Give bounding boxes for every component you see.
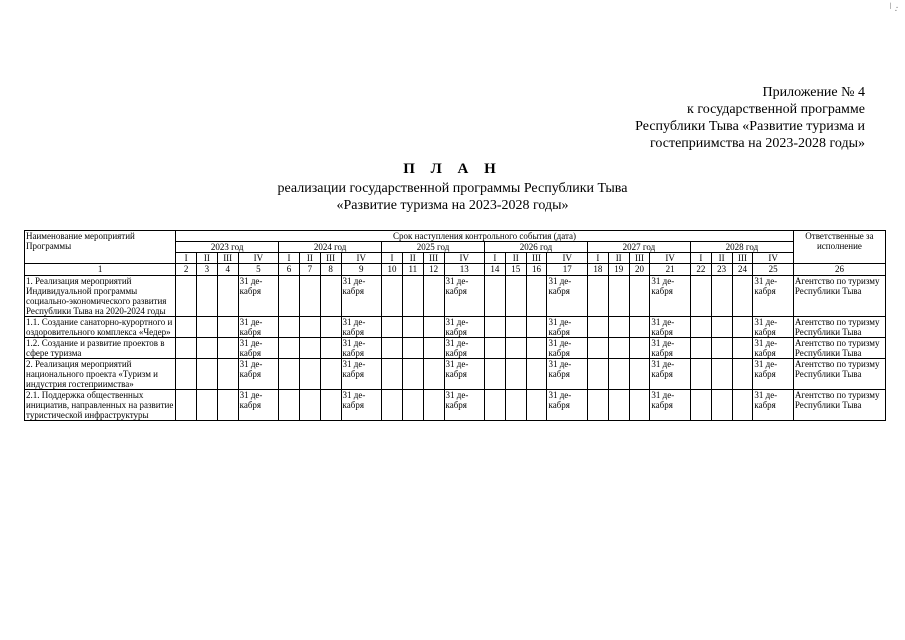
quarter-header: II xyxy=(402,253,423,264)
empty-cell xyxy=(629,338,650,359)
column-number: 26 xyxy=(793,264,885,276)
empty-cell xyxy=(423,359,444,390)
year-header: 2026 год xyxy=(485,242,588,253)
deadline-cell: 31 де-кабря xyxy=(444,359,485,390)
empty-cell xyxy=(279,317,300,338)
empty-cell xyxy=(629,390,650,421)
deadline-cell: 31 де-кабря xyxy=(238,359,279,390)
empty-cell xyxy=(690,317,711,338)
column-number: 4 xyxy=(217,264,238,276)
table-row xyxy=(25,276,886,317)
empty-cell xyxy=(299,276,320,317)
quarter-header: I xyxy=(690,253,711,264)
empty-cell xyxy=(320,390,341,421)
quarter-header: III xyxy=(629,253,650,264)
plan-subtitle-line-1: реализации государственной программы Республики Тыва xyxy=(277,181,628,196)
empty-cell xyxy=(196,317,217,338)
column-number: 25 xyxy=(753,264,794,276)
deadline-cell: 31 де-кабря xyxy=(341,359,382,390)
empty-cell xyxy=(382,338,403,359)
empty-cell xyxy=(176,338,197,359)
empty-cell xyxy=(526,317,547,338)
empty-cell xyxy=(485,359,506,390)
empty-cell xyxy=(196,359,217,390)
empty-cell xyxy=(629,276,650,317)
empty-cell xyxy=(505,276,526,317)
quarter-header: II xyxy=(711,253,732,264)
empty-cell xyxy=(402,359,423,390)
empty-cell xyxy=(279,390,300,421)
empty-cell xyxy=(402,276,423,317)
year-header: 2024 год xyxy=(279,242,382,253)
table-row xyxy=(25,338,886,359)
deadline-cell: 31 де-кабря xyxy=(444,338,485,359)
empty-cell xyxy=(176,390,197,421)
deadline-cell: 31 де-кабря xyxy=(753,359,794,390)
deadline-cell: 31 де-кабря xyxy=(444,390,485,421)
plan-subtitle xyxy=(0,180,905,214)
deadline-cell: 31 де-кабря xyxy=(650,390,691,421)
empty-cell xyxy=(711,317,732,338)
deadline-cell: 31 де-кабря xyxy=(341,390,382,421)
column-number: 7 xyxy=(299,264,320,276)
quarter-header: III xyxy=(320,253,341,264)
empty-cell xyxy=(320,338,341,359)
table-row xyxy=(25,390,886,421)
column-number: 21 xyxy=(650,264,691,276)
empty-cell xyxy=(196,276,217,317)
deadline-cell: 31 де-кабря xyxy=(547,317,588,338)
deadline-cell: 31 де-кабря xyxy=(238,390,279,421)
responsible-cell: Агентство по туризму Республики Тыва xyxy=(793,359,885,390)
col-header-name: Наименование мероприятий Программы xyxy=(25,231,176,264)
empty-cell xyxy=(402,390,423,421)
column-number: 1 xyxy=(25,264,176,276)
year-header: 2027 год xyxy=(587,242,690,253)
empty-cell xyxy=(176,317,197,338)
deadline-cell: 31 де-кабря xyxy=(341,317,382,338)
quarter-header: IV xyxy=(547,253,588,264)
empty-cell xyxy=(732,317,753,338)
empty-cell xyxy=(690,359,711,390)
empty-cell xyxy=(732,390,753,421)
column-number: 8 xyxy=(320,264,341,276)
empty-cell xyxy=(526,276,547,317)
deadline-cell: 31 де-кабря xyxy=(650,338,691,359)
deadline-cell: 31 де-кабря xyxy=(753,276,794,317)
column-number: 5 xyxy=(238,264,279,276)
deadline-cell: 31 де-кабря xyxy=(547,338,588,359)
empty-cell xyxy=(690,390,711,421)
activity-name: 1.2. Создание и развитие проектов в сфере туризма xyxy=(25,338,176,359)
empty-cell xyxy=(711,359,732,390)
deadline-cell: 31 де-кабря xyxy=(238,317,279,338)
corner-mark: \ : xyxy=(887,0,901,14)
annex-line-4: гостеприимства на 2023-2028 годы» xyxy=(650,136,865,151)
empty-cell xyxy=(382,317,403,338)
quarter-header: II xyxy=(608,253,629,264)
plan-title: П Л А Н xyxy=(403,161,502,177)
activity-name: 2. Реализация мероприятий национального проекта «Туризм и индустрия гостеприимства» xyxy=(25,359,176,390)
column-number: 2 xyxy=(176,264,197,276)
deadline-cell: 31 де-кабря xyxy=(341,276,382,317)
empty-cell xyxy=(299,359,320,390)
empty-cell xyxy=(217,338,238,359)
empty-cell xyxy=(505,317,526,338)
quarter-header: IV xyxy=(238,253,279,264)
responsible-cell: Агентство по туризму Республики Тыва xyxy=(793,338,885,359)
empty-cell xyxy=(505,359,526,390)
deadline-cell: 31 де-кабря xyxy=(444,317,485,338)
empty-cell xyxy=(176,276,197,317)
empty-cell xyxy=(423,317,444,338)
empty-cell xyxy=(629,359,650,390)
empty-cell xyxy=(608,390,629,421)
quarter-header: III xyxy=(423,253,444,264)
empty-cell xyxy=(732,338,753,359)
empty-cell xyxy=(217,359,238,390)
deadline-cell: 31 де-кабря xyxy=(650,276,691,317)
empty-cell xyxy=(382,276,403,317)
deadline-cell: 31 де-кабря xyxy=(444,276,485,317)
quarter-header: IV xyxy=(753,253,794,264)
quarter-header: III xyxy=(526,253,547,264)
empty-cell xyxy=(526,390,547,421)
empty-cell xyxy=(320,317,341,338)
empty-cell xyxy=(402,317,423,338)
empty-cell xyxy=(690,276,711,317)
activity-name: 1.1. Создание санаторно-курортного и оздоровительного комплекса «Чедер» xyxy=(25,317,176,338)
empty-cell xyxy=(299,338,320,359)
plan-subtitle-line-2: «Развитие туризма на 2023-2028 годы» xyxy=(336,198,569,213)
annex-line-2: к государственной программе xyxy=(687,102,865,117)
column-number: 12 xyxy=(423,264,444,276)
responsible-cell: Агентство по туризму Республики Тыва xyxy=(793,390,885,421)
empty-cell xyxy=(629,317,650,338)
deadline-cell: 31 де-кабря xyxy=(341,338,382,359)
empty-cell xyxy=(196,390,217,421)
quarter-header: I xyxy=(176,253,197,264)
empty-cell xyxy=(320,359,341,390)
column-number: 10 xyxy=(382,264,403,276)
empty-cell xyxy=(196,338,217,359)
empty-cell xyxy=(608,276,629,317)
quarter-header: I xyxy=(279,253,300,264)
empty-cell xyxy=(505,390,526,421)
column-number: 3 xyxy=(196,264,217,276)
year-header: 2025 год xyxy=(382,242,485,253)
column-number: 16 xyxy=(526,264,547,276)
empty-cell xyxy=(217,390,238,421)
responsible-cell: Агентство по туризму Республики Тыва xyxy=(793,276,885,317)
empty-cell xyxy=(299,317,320,338)
year-header: 2028 год xyxy=(690,242,793,253)
column-number: 24 xyxy=(732,264,753,276)
empty-cell xyxy=(402,338,423,359)
col-header-responsible: Ответственные за исполнение xyxy=(793,231,885,264)
empty-cell xyxy=(526,338,547,359)
empty-cell xyxy=(505,338,526,359)
empty-cell xyxy=(423,338,444,359)
deadline-cell: 31 де-кабря xyxy=(753,338,794,359)
empty-cell xyxy=(690,338,711,359)
empty-cell xyxy=(711,338,732,359)
empty-cell xyxy=(608,359,629,390)
empty-cell xyxy=(587,359,608,390)
empty-cell xyxy=(299,390,320,421)
year-header: 2023 год xyxy=(176,242,279,253)
column-number: 17 xyxy=(547,264,588,276)
column-number: 13 xyxy=(444,264,485,276)
empty-cell xyxy=(587,390,608,421)
activity-name: 1. Реализация мероприятий Индивидуальной программы социально-экономического развития Республики Тыва на 2020-2024 годы xyxy=(25,276,176,317)
activity-name: 2.1. Поддержка общественных инициатив, направленных на развитие туристической инфраструктуры xyxy=(25,390,176,421)
empty-cell xyxy=(217,317,238,338)
quarter-header: II xyxy=(299,253,320,264)
deadline-cell: 31 де-кабря xyxy=(238,276,279,317)
column-number: 15 xyxy=(505,264,526,276)
deadline-cell: 31 де-кабря xyxy=(650,359,691,390)
deadline-cell: 31 де-кабря xyxy=(547,359,588,390)
deadline-cell: 31 де-кабря xyxy=(547,276,588,317)
empty-cell xyxy=(320,276,341,317)
empty-cell xyxy=(279,276,300,317)
quarter-header: III xyxy=(217,253,238,264)
empty-cell xyxy=(279,359,300,390)
column-number: 23 xyxy=(711,264,732,276)
empty-cell xyxy=(485,390,506,421)
quarter-header: I xyxy=(382,253,403,264)
quarter-header: I xyxy=(587,253,608,264)
quarter-header: II xyxy=(505,253,526,264)
empty-cell xyxy=(608,317,629,338)
empty-cell xyxy=(587,276,608,317)
annex-line-3: Республики Тыва «Развитие туризма и xyxy=(635,119,865,134)
empty-cell xyxy=(587,317,608,338)
column-number: 18 xyxy=(587,264,608,276)
quarter-header: IV xyxy=(650,253,691,264)
col-header-deadline: Срок наступления контрольного события (дата) xyxy=(176,231,794,242)
plan-table xyxy=(24,230,886,421)
deadline-cell: 31 де-кабря xyxy=(238,338,279,359)
deadline-cell: 31 де-кабря xyxy=(753,390,794,421)
column-number: 11 xyxy=(402,264,423,276)
empty-cell xyxy=(485,317,506,338)
empty-cell xyxy=(279,338,300,359)
deadline-cell: 31 де-кабря xyxy=(753,317,794,338)
quarter-header: I xyxy=(485,253,506,264)
empty-cell xyxy=(217,276,238,317)
empty-cell xyxy=(732,359,753,390)
empty-cell xyxy=(711,390,732,421)
empty-cell xyxy=(526,359,547,390)
column-number: 22 xyxy=(690,264,711,276)
empty-cell xyxy=(711,276,732,317)
quarter-header: III xyxy=(732,253,753,264)
responsible-cell: Агентство по туризму Республики Тыва xyxy=(793,317,885,338)
table-row xyxy=(25,317,886,338)
empty-cell xyxy=(423,390,444,421)
deadline-cell: 31 де-кабря xyxy=(547,390,588,421)
annex-line-1: Приложение № 4 xyxy=(762,85,865,100)
column-number: 6 xyxy=(279,264,300,276)
empty-cell xyxy=(382,359,403,390)
quarter-header: II xyxy=(196,253,217,264)
column-number: 9 xyxy=(341,264,382,276)
empty-cell xyxy=(587,338,608,359)
quarter-header: IV xyxy=(341,253,382,264)
annex-header xyxy=(595,84,865,152)
empty-cell xyxy=(485,276,506,317)
empty-cell xyxy=(382,390,403,421)
column-number: 19 xyxy=(608,264,629,276)
empty-cell xyxy=(176,359,197,390)
column-number: 14 xyxy=(485,264,506,276)
deadline-cell: 31 де-кабря xyxy=(650,317,691,338)
empty-cell xyxy=(732,276,753,317)
empty-cell xyxy=(608,338,629,359)
empty-cell xyxy=(423,276,444,317)
quarter-header: IV xyxy=(444,253,485,264)
empty-cell xyxy=(485,338,506,359)
column-number: 20 xyxy=(629,264,650,276)
table-row xyxy=(25,359,886,390)
